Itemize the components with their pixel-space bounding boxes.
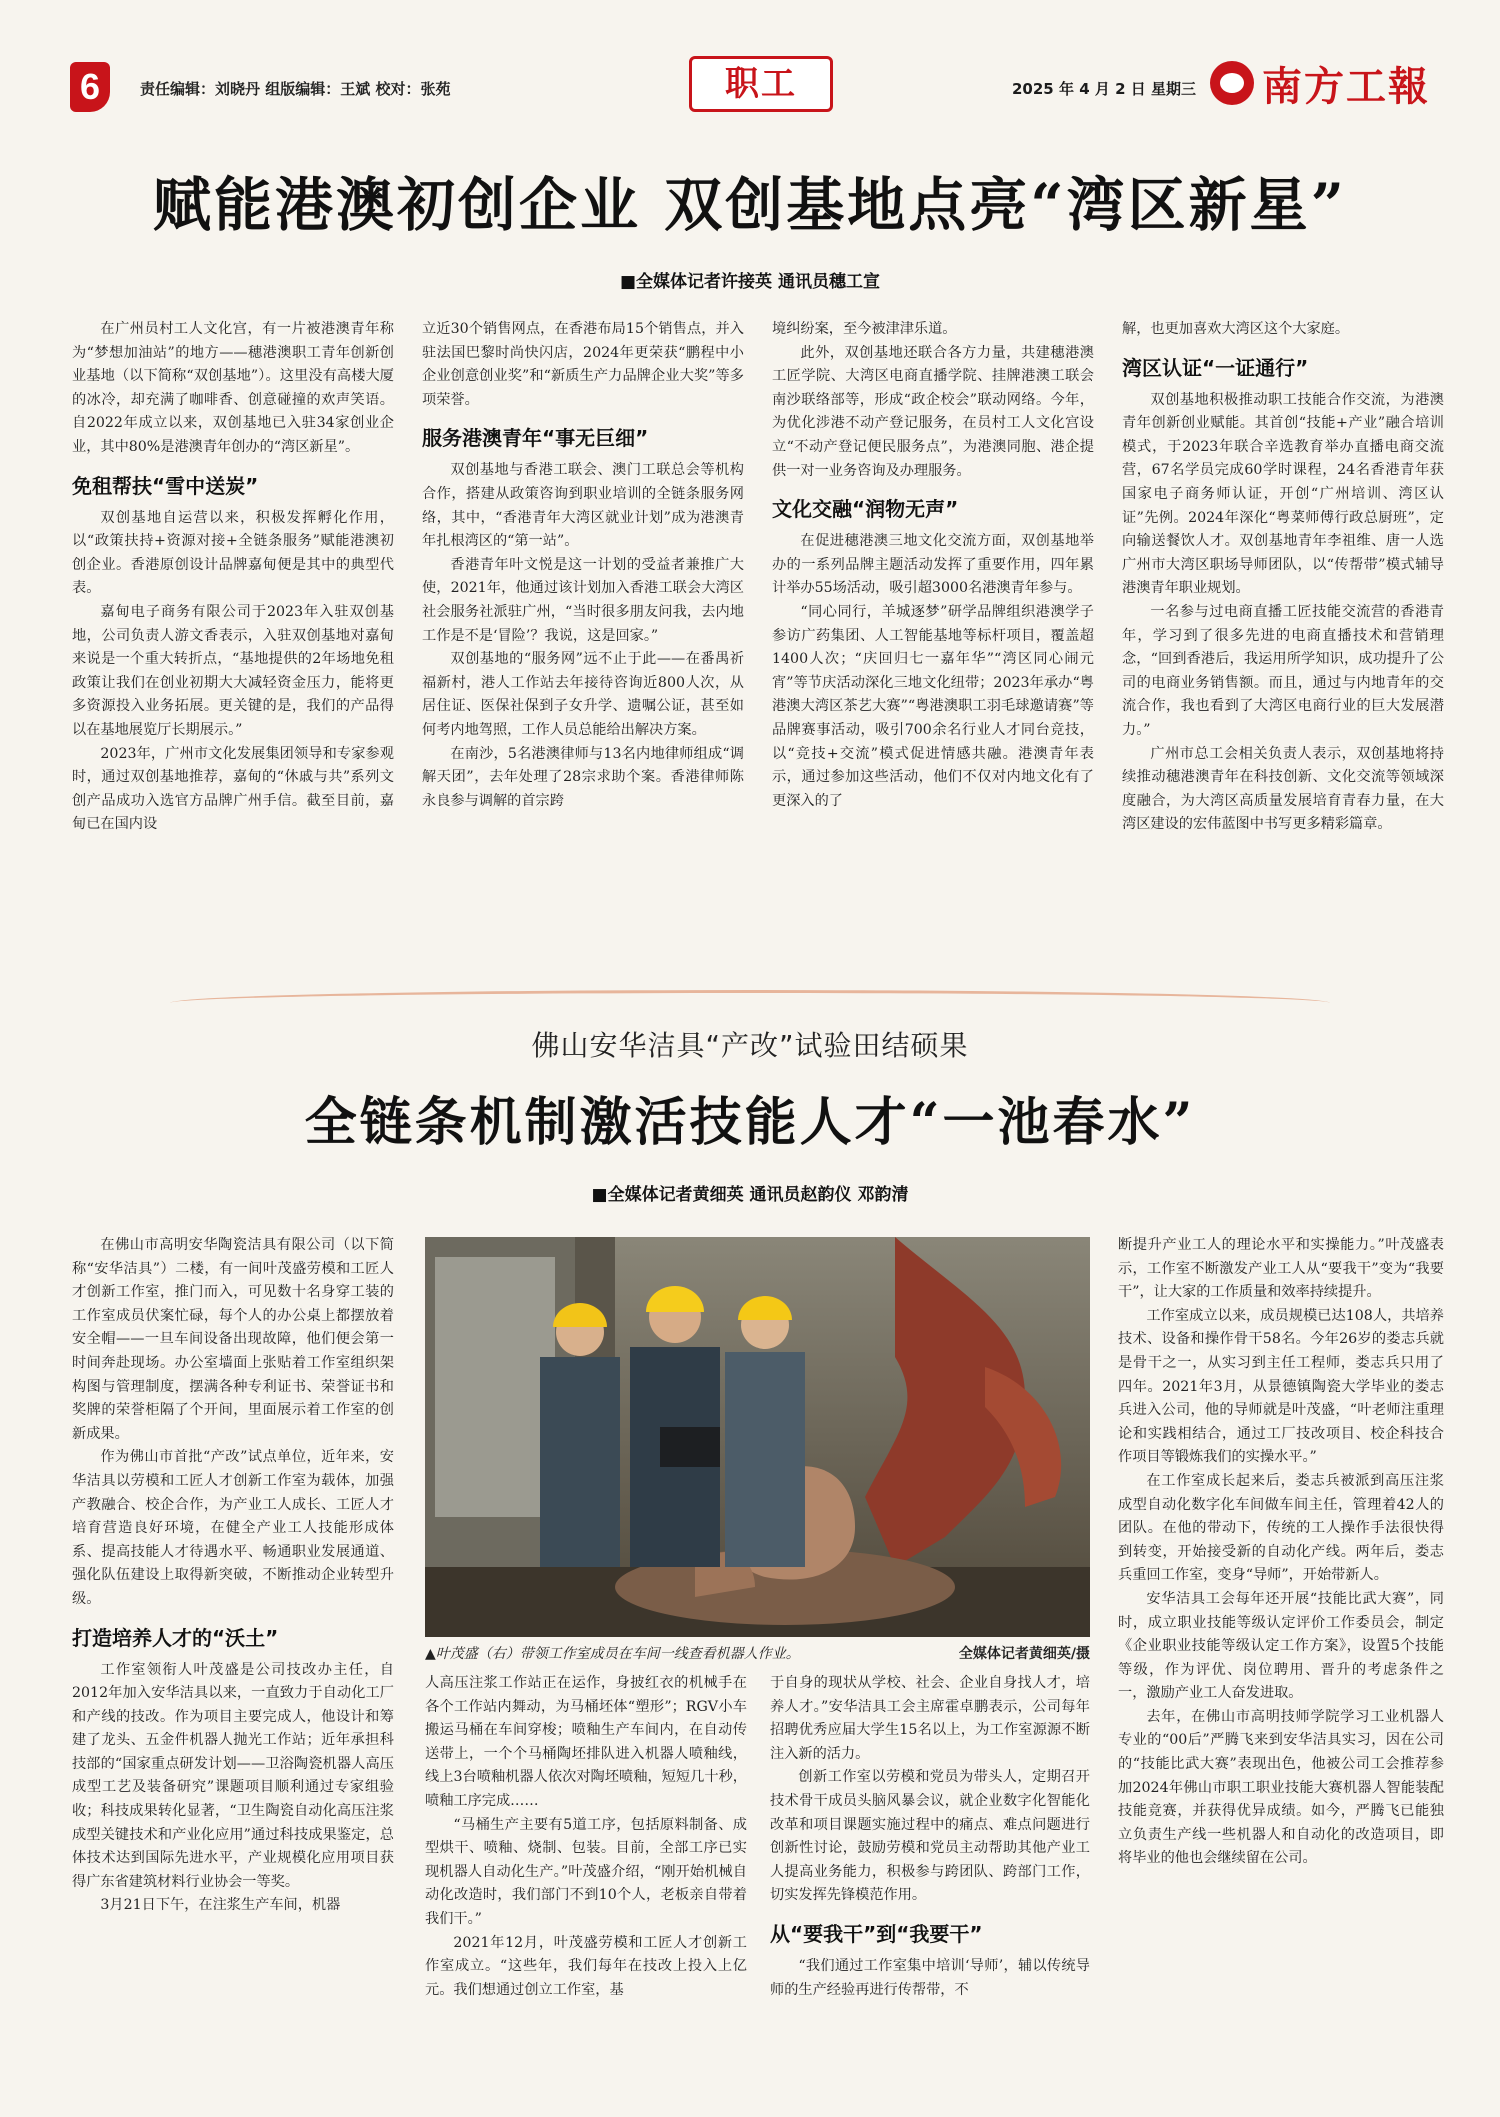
paragraph: 作为佛山市首批“产改”试点单位，近年来，安华洁具以劳模和工匠人才创新工作室为载体，加强产教融合、校企合作，为产业工人成长、工匠人才培育营造良好环境，在健全产业工人技能形成体系、提高技能人才待遇水平、畅通职业发展通道、强化队伍建设上取得新突破，不断推动企业转型升级。 (72, 1449, 394, 1607)
paragraph: 创新工作室以劳模和党员为带头人，定期召开技术骨干成员头脑风暴会议，就企业数字化智能化改革和项目课题实施过程中的痛点、难点问题进行创新性讨论，鼓励劳模和党员主动帮助其他产业工人提高业务能力，积极参与跨团队、跨部门工作，切实发挥先锋模范作用。 (770, 1769, 1090, 1904)
paragraph: 境纠纷案，至今被津津乐道。 (772, 321, 957, 337)
paragraph: 一名参与过电商直播工匠技能交流营的香港青年，学习到了很多先进的电商直播技术和营销理念，“回到香港后，我运用所学知识，成功提升了公司的电商业务销售额。而且，通过与内地青年的交流合作，我也看到了大湾区电商行业的巨大发展潜力。” (1122, 603, 1444, 738)
article1-column-2 (422, 318, 744, 813)
paragraph: 双创基地的“服务网”远不止于此——在番禺祈福新村，港人工作站去年接待咨询近800人次，从居住证、医保社保到子女升学、遗嘱公证，甚至如何考内地驾照，工作人员总能给出解决方案。 (422, 651, 744, 738)
paragraph: 立近30个销售网点，在香港布局15个销售点，并入驻法国巴黎时尚快闪店，2024年更荣获“鹏程中小企业创意创业奖”和“新质生产力品牌企业大奖”等多项荣誉。 (422, 321, 744, 408)
article2-byline: ■全媒体记者黄细英 通讯员赵韵仪 邓韵清 (591, 1185, 909, 1205)
photo-caption-bar (425, 1643, 1090, 1663)
factory-workers-photo (425, 1237, 1090, 1637)
article1-column-3 (772, 318, 1094, 813)
paragraph: 在工作室成长起来后，娄志兵被派到高压注浆成型自动化数字化车间做车间主任，管理着42人的团队。在他的带动下，传统的工人操作手法很快得到转变，开始接受新的自动化产线。两年后，娄志兵重回工作室，变身“导师”，开始带新人。 (1118, 1472, 1444, 1584)
editor-credits: 责任编辑：刘晓丹 组版编辑：王斌 校对：张苑 (140, 80, 451, 98)
article1-column-4 (1122, 318, 1444, 837)
paragraph: 在佛山市高明安华陶瓷洁具有限公司（以下简称“安华洁具”）二楼，有一间叶茂盛劳模和工匠人才创新工作室，推门而入，可见数十名身穿工装的工作室成员伏案忙碌，每个人的办公桌上都摆放着安全帽——一旦车间设备出现故障，他们便会第一时间奔赴现场。办公室墙面上张贴着工作室组织架构图与管理制度，摆满各种专利证书、荣誉证书和奖牌的荣誉柜隔了个开间，里面展示着工作室的创新成果。 (72, 1237, 394, 1442)
paragraph: 工作室成立以来，成员规模已达108人，共培养技术、设备和操作骨干58名。今年26岁的娄志兵就是骨干之一，从实习到主任工程师，娄志兵只用了四年。2021年3月，从景德镇陶瓷大学毕业的娄志兵进入公司，他的导师就是叶茂盛，“叶老师注重理论和实践相结合，通过工厂技改项目、校企科技合作项目等锻炼我们的实操水平。” (1118, 1307, 1444, 1466)
paragraph: 3月21日下午，在注浆生产车间，机器 (100, 1897, 341, 1914)
photo-caption: ▲叶茂盛（右）带领工作室成员在车间一线查看机器人作业。 (425, 1646, 800, 1662)
section-divider (170, 990, 1330, 1016)
paragraph: 2023年，广州市文化发展集团领导和专家参观时，通过双创基地推荐，嘉甸的“休戚与共”系列文创产品成功入选官方品牌广州手信。截至目前，嘉甸已在国内设 (72, 745, 394, 833)
subheading: 打造培养人才的“沃土” (72, 1625, 279, 1650)
paragraph: 在促进穗港澳三地文化交流方面，双创基地举办的一系列品牌主题活动发挥了重要作用，四年累计举办55场活动，吸引超3000名港澳青年参与。 (772, 533, 1094, 597)
paragraph: 工作室领衔人叶茂盛是公司技改办主任，自2012年加入安华洁具以来，一直致力于自动化工厂和产线的技改。作为项目主要完成人，他设计和筹建了龙头、五金件机器人抛光工作站；近年承担科技部的“国家重点研发计划——卫浴陶瓷机器人高压成型工艺及装备研究”课题项目顺利通过专家组验收；科技成果转化显著，“卫生陶瓷自动化高压注浆成型关键技术和产业化应用”通过科技成果鉴定，总体技术达到国际先进水平，产业规模化应用项目获得广东省建筑材料行业协会一等奖。 (72, 1661, 394, 1890)
paragraph: 解，也更加喜欢大湾区这个大家庭。 (1122, 321, 1350, 337)
paragraph: 嘉甸电子商务有限公司于2023年入驻双创基地，公司负责人游文香表示，入驻双创基地对嘉甸来说是一个重大转折点，“基地提供的2年场地免租政策让我们在创业初期大大减轻资金压力，能将更多资源投入业务拓展。更关键的是，我们的产品得以在基地展览厅长期展示。” (72, 603, 394, 738)
paragraph: 人高压注浆工作站正在运作，身披红衣的机械手在各个工作站内舞动，为马桶坯体“塑形”；RGV小车搬运马桶在车间穿梭；喷釉生产车间内，在自动传送带上，一个个马桶陶坯排队进入机器人喷釉线，线上3台喷釉机器人依次对陶坯喷釉，短短几十秒，喷釉工序完成…… (425, 1675, 747, 1809)
article1-headline: 赋能港澳初创企业 双创基地点亮“湾区新星” (153, 171, 1347, 239)
paragraph: 双创基地积极推动职工技能合作交流，为港澳青年创新创业赋能。其首创“技能+产业”融合培训模式，于2023年联合辛选教育举办直播电商交流营，67名学员完成60学时课程，24名香港青年获国家电子商务师认证，开创“广州培训、湾区认证”先例。2024年深化“粤菜师傅行政总厨班”，定向输送餐饮人才。双创基地青年李祖维、唐一人选广州市大湾区职场导师团队，以“传帮带”模式辅导港澳青年职业规划。 (1122, 391, 1444, 597)
article2-kicker: 佛山安华洁具“产改”试验田结硕果 (531, 1029, 969, 1062)
article2-column-4 (1118, 1234, 1444, 1871)
article1-byline: ■全媒体记者许接英 通讯员穗工宣 (620, 272, 880, 292)
newspaper-logo (1210, 58, 1450, 108)
news-photo (425, 1237, 1090, 1637)
photo-credit: 全媒体记者黄细英/摄 (958, 1646, 1090, 1662)
article2-headline: 全链条机制激活技能人才“一池春水” (304, 1092, 1196, 1153)
subheading: 免租帮扶“雪中送炭” (72, 473, 259, 498)
issue-date: 2025 年 4 月 2 日 星期三 (1012, 80, 1196, 98)
paragraph: 于自身的现状从学校、社会、企业自身找人才，培养人才。”安华洁具工会主席霍卓鹏表示，公司每年招聘优秀应届大学生15名以上，为工作室源源不断注入新的活力。 (770, 1675, 1090, 1762)
subheading: 文化交融“润物无声” (772, 497, 959, 522)
paragraph: 香港青年叶文悦是这一计划的受益者兼推广大使，2021年，他通过该计划加入香港工联会大湾区社会服务社派驻广州，“当时很多朋友问我，去内地工作是不是‘冒险’？我说，这是回家。” (422, 556, 744, 644)
page-number: 6 (70, 62, 110, 112)
paragraph: “同心同行，羊城逐梦”研学品牌组织港澳学子参访广药集团、人工智能基地等标杆项目，覆盖超1400人次；“庆回归七一嘉年华”“湾区同心闹元宵”等节庆活动深化三地文化纽带；2023年承办“粤港澳大湾区茶艺大赛”“粤港澳职工羽毛球邀请赛”等品牌赛事活动，吸引700余名行业人才同台竞技，以“竞技+交流”模式促进情感共融。港澳青年表示，通过参加这些活动，他们不仅对内地文化有了更深入的了 (772, 603, 1094, 809)
paragraph: 此外，双创基地还联合各方力量，共建穗港澳工匠学院、大湾区电商直播学院、挂牌港澳工联会南沙联络部等，形成“政企校会”联动网络。今年，为优化涉港不动产登记服务，在员村工人文化宫设立“不动产登记便民服务点”，为港澳同胞、港企提供一对一业务咨询及办理服务。 (772, 344, 1094, 479)
paragraph: “马桶生产主要有5道工序，包括原料制备、成型烘干、喷釉、烧制、包装。目前，全部工序已实现机器人自动化生产。”叶茂盛介绍，“刚开始机械自动化改造时，我们部门不到10个人，老板亲自带着我们干。” (425, 1816, 747, 1927)
paragraph: 去年，在佛山市高明技师学院学习工业机器人专业的“00后”严腾飞来到安华洁具实习，因在公司的“技能比武大赛”表现出色，他被公司工会推荐参加2024年佛山市职工职业技能大赛机器人智能装配技能竞赛，并获得优异成绩。如今，严腾飞已能独立负责生产线一些机器人和自动化的改造项目，即将毕业的他也会继续留在公司。 (1118, 1708, 1444, 1867)
paragraph: 断提升产业工人的理论水平和实操能力。”叶茂盛表示，工作室不断激发产业工人从“要我干”变为“我要干”，让大家的工作质量和效率持续提升。 (1118, 1237, 1444, 1301)
article2-column-2 (425, 1672, 747, 2002)
paragraph: 在南沙，5名港澳律师与13名内地律师组成“调解天团”，去年处理了28宗求助个案。香港律师陈永良参与调解的首宗跨 (422, 745, 744, 809)
paragraph: 2021年12月，叶茂盛劳模和工匠人才创新工作室成立。“这些年，我们每年在技改上投入上亿元。我们想通过创立工作室，基 (425, 1934, 747, 1998)
logo-text: 南方工報 (1262, 62, 1430, 110)
article2-column-3 (770, 1672, 1090, 2002)
logo-emblem-icon (1210, 61, 1254, 105)
article1-column-1 (72, 318, 394, 837)
paragraph: 双创基地与香港工联会、澳门工联总会等机构合作，搭建从政策咨询到职业培训的全链条服务网络，其中，“香港青年大湾区就业计划”成为港澳青年扎根湾区的“第一站”。 (422, 462, 744, 550)
masthead (60, 56, 1450, 116)
article2-column-1 (72, 1234, 394, 1918)
subheading: 服务港澳青年“事无巨细” (422, 426, 649, 451)
paragraph: 广州市总工会相关负责人表示，双创基地将持续推动穗港澳青年在科技创新、文化交流等领域深度融合，为大湾区高质量发展培育青春力量，在大湾区建设的宏伟蓝图中书写更多精彩篇章。 (1122, 745, 1444, 833)
paragraph: 双创基地自运营以来，积极发挥孵化作用，以“政策扶持+资源对接+全链条服务”赋能港澳初创企业。香港原创设计品牌嘉甸便是其中的典型代表。 (72, 509, 394, 597)
paragraph: 安华洁具工会每年还开展“技能比武大赛”，同时，成立职业技能等级认定评价工作委员会，制定《企业职业技能等级认定工作方案》，设置5个技能等级，作为评优、岗位聘用、晋升的考虑条件之一，激励产业工人奋发进取。 (1118, 1590, 1444, 1702)
subheading: 湾区认证“一证通行” (1122, 355, 1309, 380)
section-label: 职工 (689, 56, 833, 112)
paragraph: 在广州员村工人文化宫，有一片被港澳青年称为“梦想加油站”的地方——穗港澳职工青年创新创业基地（以下简称“双创基地”）。这里没有高楼大厦的冰冷，却充满了咖啡香、创意碰撞的欢声笑语。自2022年成立以来，双创基地已入驻34家创业企业，其中80%是港澳青年创办的“湾区新星”。 (72, 321, 394, 455)
paragraph: “我们通过工作室集中培训‘导师’，辅以传统导师的生产经验再进行传帮带，不 (770, 1957, 1090, 1998)
subheading: 从“要我干”到“我要干” (770, 1921, 983, 1946)
